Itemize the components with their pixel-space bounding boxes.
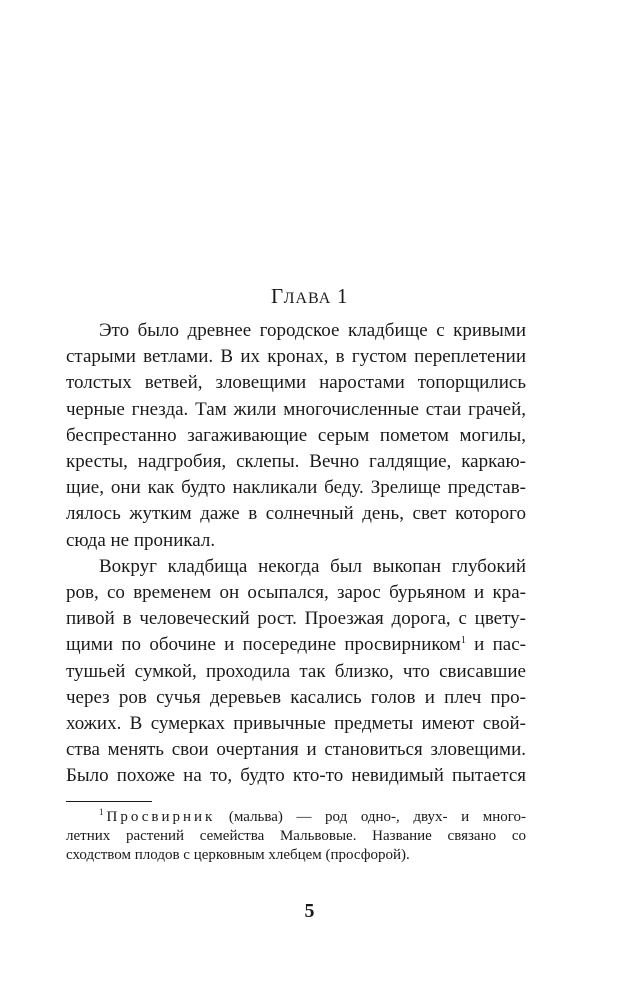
footnote-text: (мальва) — род одно-, двух- и много- [215, 809, 526, 825]
text-line: хожих. В сумерках привычные предметы имеют свой- [66, 713, 526, 735]
footnote-reference[interactable]: 1 [460, 635, 466, 647]
footnote-line [66, 808, 526, 827]
text-line-part: и пас- [465, 634, 526, 656]
text-line: Вокруг кладбища некогда был выкопан глубокий [99, 555, 526, 577]
chapter-title-initial: Г [270, 284, 284, 308]
text-line: беспрестанно загаживающие серым пометом могилы, [66, 424, 526, 446]
footnote-term: Просвирник [106, 809, 216, 825]
text-line: лялось жутким даже в солнечный день, свет которого [66, 503, 526, 525]
text-line-with-footnote [66, 632, 526, 658]
footnote-marker: 1 [99, 807, 104, 817]
chapter-body [66, 318, 526, 790]
text-line: Это было древнее городское кладбище с кривыми [99, 320, 526, 341]
text-line: ров, со временем он осыпался, зарос бурьяном и кра- [66, 582, 526, 604]
paragraph-1 [66, 318, 526, 554]
page-number: 5 [304, 900, 315, 922]
text-line: Было похоже на то, будто кто-то невидимый пытается [66, 765, 526, 787]
footnote-divider [66, 801, 152, 802]
text-line: пивой в человеческий рост. Проезжая дорога, с цвету- [66, 608, 526, 630]
text-line: черные гнезда. Там жили многочисленные стаи грачей, [66, 398, 526, 420]
chapter-title-smallcaps: ЛАВА [283, 290, 332, 307]
text-line: тушьей сумкой, проходила так близко, что свисавшие [66, 660, 526, 682]
text-line: старыми ветлами. В их кронах, в густом переплетении [66, 346, 526, 368]
text-line: через ров сучья деревьев касались голов и плеч про- [66, 686, 526, 708]
text-line: ства менять свои очертания и становиться зловещими. [66, 739, 526, 761]
footnote-line: летних растений семейства Мальвовые. Название связано со [66, 828, 526, 844]
text-line: щие, они как будто накликали беду. Зрелище представ- [66, 477, 526, 499]
text-line: сюда не проникал. [66, 529, 216, 551]
footnote-line: сходством плодов с церковным хлебцем (просфорой). [66, 847, 410, 863]
chapter-title [0, 283, 619, 312]
footnote [66, 808, 526, 865]
text-line: толстых ветвей, зловещими наростами топорщились [66, 372, 526, 394]
paragraph-2 [66, 554, 526, 790]
chapter-number: 1 [337, 284, 348, 308]
text-line: кресты, надгробия, склепы. Вечно галдящие, каркаю- [66, 451, 526, 473]
text-line-part: щими по обочине и посередине просвирником [66, 634, 461, 656]
